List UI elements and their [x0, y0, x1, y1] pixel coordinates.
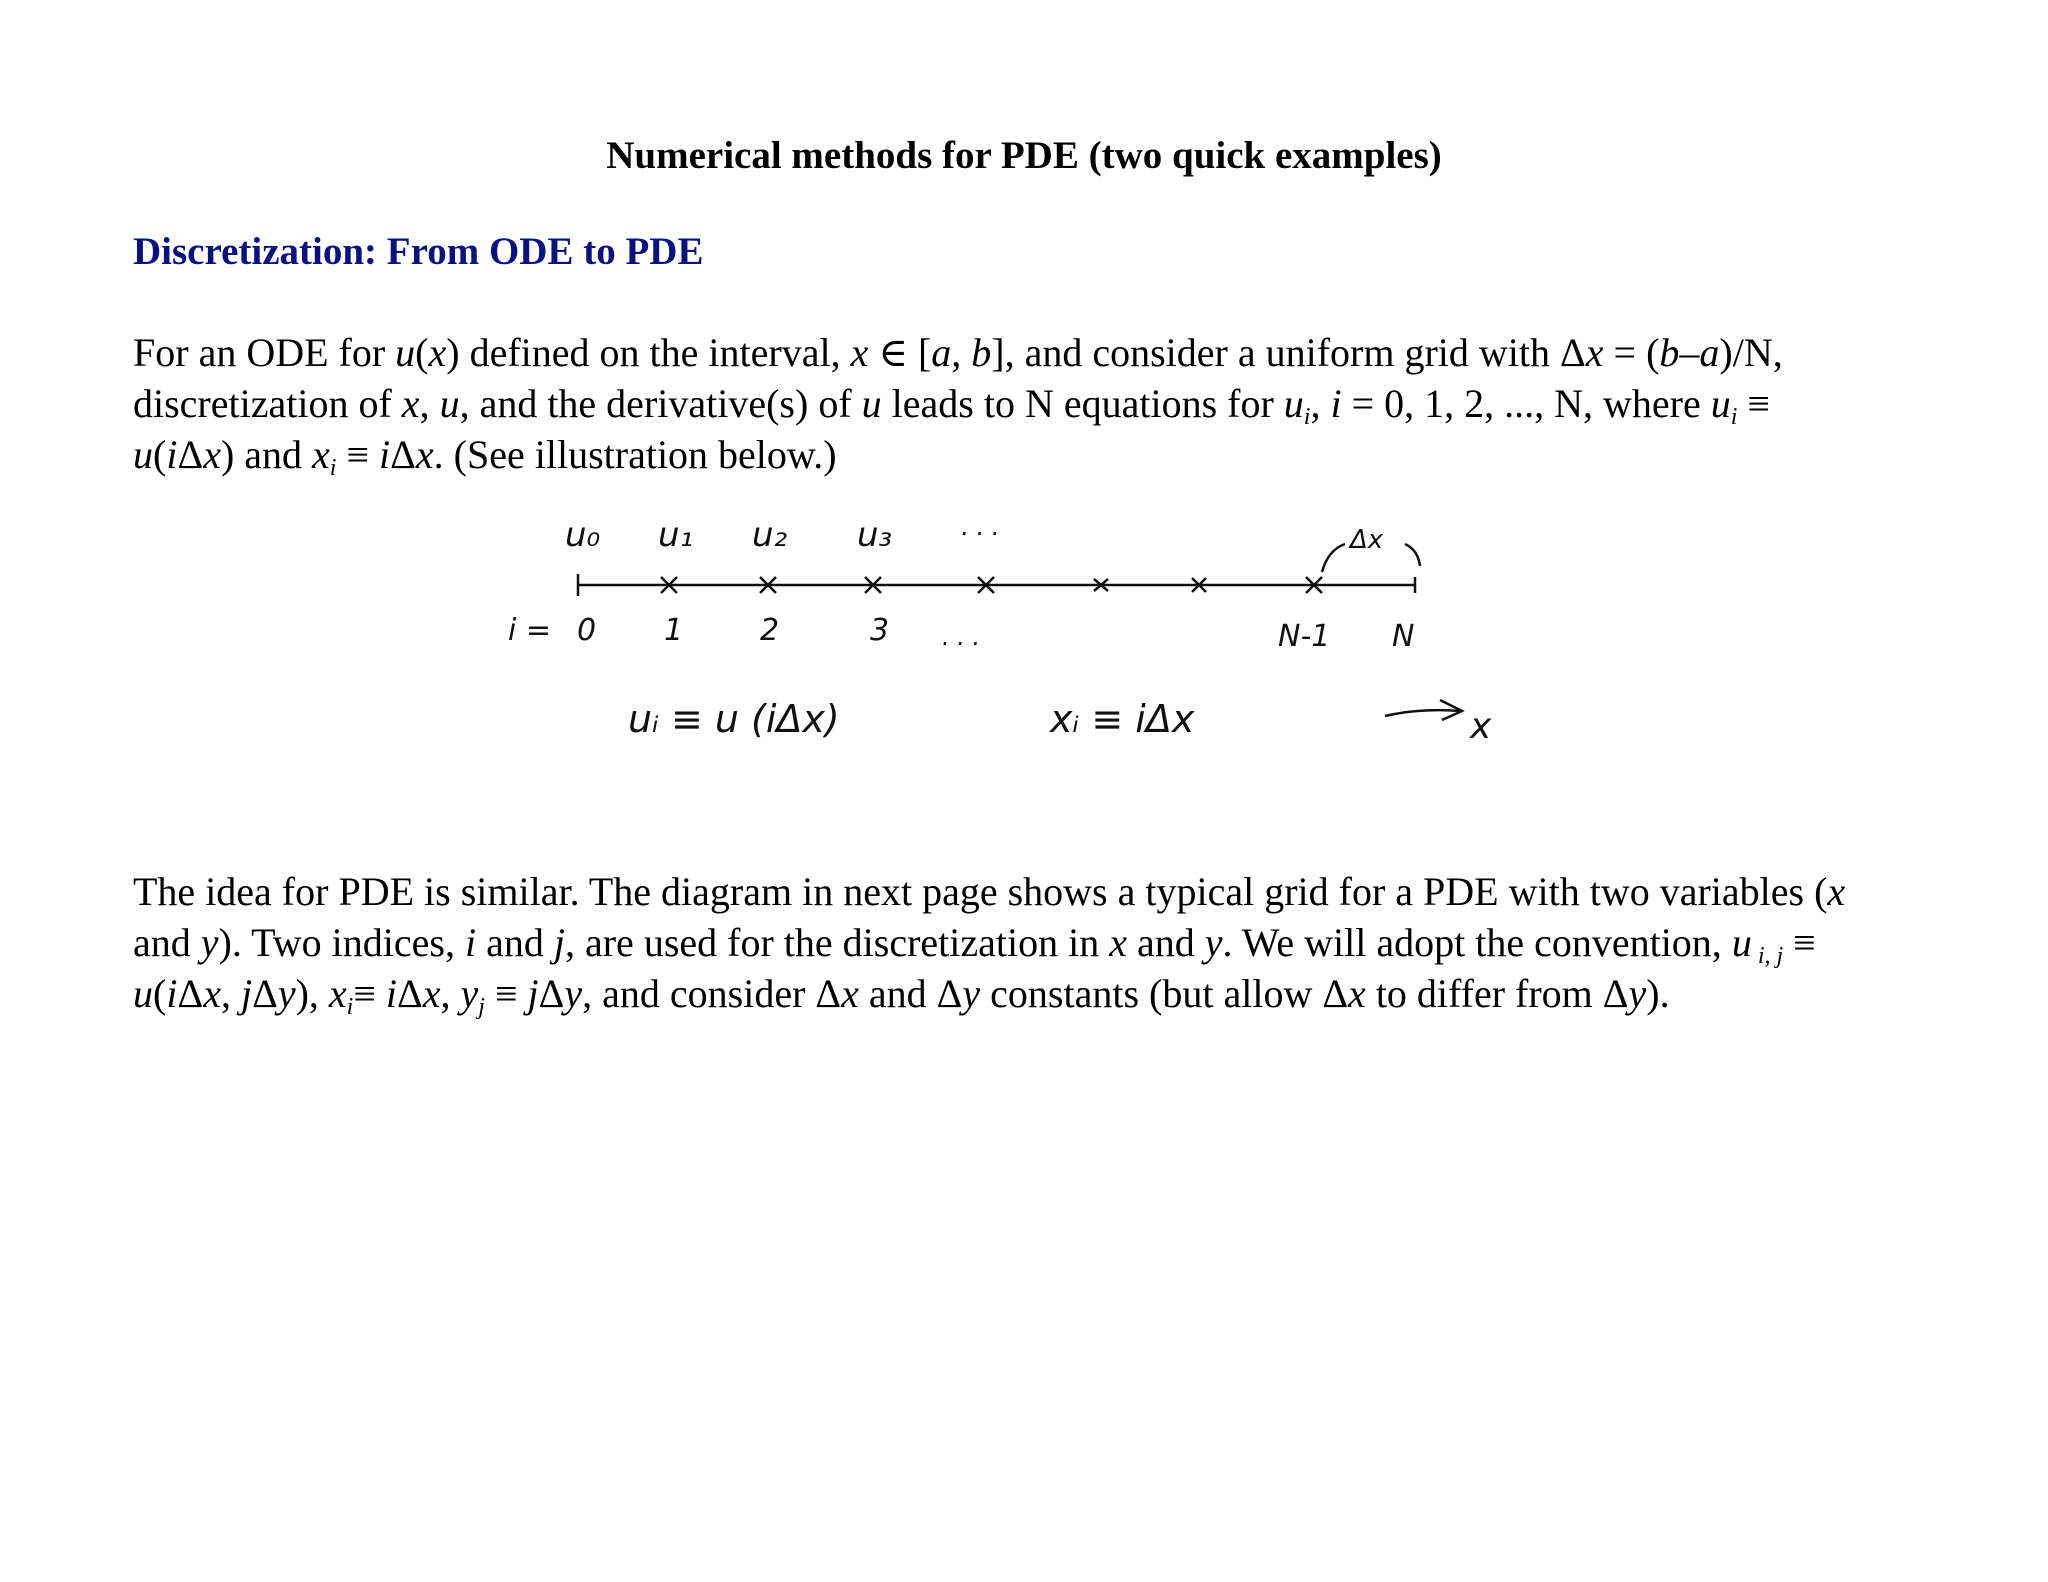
math-variable: x	[328, 971, 347, 1016]
math-variable: u	[1283, 381, 1304, 426]
section-heading: Discretization: From ODE to PDE	[133, 230, 704, 273]
label-u0: u₀	[565, 515, 601, 555]
math-variable: j	[240, 971, 253, 1016]
math-variable: y	[200, 920, 219, 965]
label-ellipsis-top: · · ·	[960, 520, 999, 548]
text-run: , and consider Δ	[582, 971, 842, 1016]
text-run: ). Two indices,	[218, 920, 465, 965]
index-n-minus-1: N-1	[1278, 619, 1331, 654]
text-run: ),	[295, 971, 329, 1016]
math-variable: b	[971, 330, 992, 375]
subscript: i	[346, 994, 354, 1020]
math-variable: i	[464, 920, 477, 965]
text-run: discretization of	[133, 381, 402, 426]
page-title: Numerical methods for PDE (two quick examples)	[606, 134, 1442, 177]
paragraph-line	[133, 429, 1933, 480]
subscript: i	[1730, 404, 1738, 430]
text-run: ≡	[1737, 381, 1770, 426]
math-variable: u	[1710, 381, 1731, 426]
math-variable: y	[460, 971, 479, 1016]
formula-u-definition: uᵢ ≡ u (iΔx)	[628, 697, 840, 741]
math-variable: x	[1109, 920, 1127, 965]
math-variable: x	[422, 971, 441, 1016]
text-run: Δ	[177, 971, 204, 1016]
math-variable: b	[1659, 330, 1680, 375]
text-run: Δ	[390, 432, 416, 477]
subscript: i	[1303, 404, 1311, 430]
text-run: ) defined on the interval,	[446, 330, 851, 375]
text-run: (	[153, 971, 167, 1016]
math-variable: x	[312, 432, 330, 477]
index-0: 0	[577, 613, 597, 648]
index-1: 1	[664, 613, 684, 648]
index-prefix: i =	[508, 613, 552, 648]
math-variable: u	[133, 432, 153, 477]
math-variable: x	[841, 971, 859, 1016]
paragraph-ode	[133, 327, 1933, 480]
math-variable: x	[1827, 869, 1846, 914]
math-variable: i	[166, 971, 178, 1016]
grid-illustration	[0, 500, 2048, 780]
paragraph-line	[133, 917, 1933, 968]
subscript: j	[478, 994, 485, 1020]
math-variable: u	[133, 971, 153, 1016]
paragraph-line	[133, 327, 1933, 378]
text-run: ], and consider a uniform grid with Δ	[991, 330, 1586, 375]
text-run: The idea for PDE is similar. The diagram in next page shows a typical grid for a PDE with two variables (	[133, 869, 1828, 914]
math-variable: x	[850, 330, 869, 375]
math-variable: i	[1330, 381, 1342, 426]
math-variable: j	[553, 920, 565, 965]
text-run: ).	[1646, 971, 1670, 1016]
text-run: Δ	[538, 971, 565, 1016]
text-run: constants (but allow Δ	[980, 971, 1349, 1016]
text-run: to differ from Δ	[1365, 971, 1629, 1016]
text-run: )/N,	[1719, 330, 1783, 375]
label-dx: Δx	[1350, 525, 1384, 555]
paragraph-line	[133, 378, 1933, 429]
text-run: ∈ [	[868, 330, 932, 375]
text-run: and Δ	[858, 971, 963, 1016]
text-run: ≡	[1783, 920, 1816, 965]
text-run: ≡	[484, 971, 528, 1016]
label-u1: u₁	[658, 515, 694, 555]
text-run: –	[1679, 330, 1700, 375]
text-run: and	[1127, 920, 1205, 965]
math-variable: x	[401, 381, 420, 426]
math-variable: x	[203, 432, 221, 477]
text-run: Δ	[397, 971, 423, 1016]
math-variable: i	[379, 432, 391, 477]
text-run: and	[133, 920, 201, 965]
index-2: 2	[760, 613, 780, 648]
math-variable: x	[428, 330, 447, 375]
text-run: . We will adopt the convention,	[1222, 920, 1732, 965]
formula-x-definition: xᵢ ≡ iΔx	[1050, 697, 1195, 741]
text-run: ,	[1310, 381, 1331, 426]
math-variable: y	[564, 971, 583, 1016]
paragraph-pde	[133, 866, 1933, 1019]
text-run: ,	[220, 971, 241, 1016]
axis-x-label: x	[1470, 706, 1492, 747]
paragraph-line	[133, 968, 1933, 1019]
math-variable: x	[1585, 330, 1604, 375]
text-run: ) and	[220, 432, 313, 477]
text-run: ,	[440, 971, 461, 1016]
math-variable: y	[1204, 920, 1223, 965]
text-run: ≡	[336, 432, 380, 477]
text-run: ,	[951, 330, 972, 375]
math-variable: x	[203, 971, 221, 1016]
math-variable: u	[1731, 920, 1752, 965]
text-run: Δ	[177, 432, 204, 477]
text-run: = (	[1603, 330, 1660, 375]
math-variable: i	[166, 432, 178, 477]
text-run: ,	[419, 381, 440, 426]
index-3: 3	[870, 613, 890, 648]
text-run: (	[153, 432, 167, 477]
paragraph-line	[133, 866, 1933, 917]
math-variable: i	[385, 971, 398, 1016]
index-n: N	[1392, 619, 1415, 654]
subscript: i	[329, 455, 337, 481]
text-run: For an ODE for	[133, 330, 396, 375]
subscript: i, j	[1751, 943, 1784, 969]
math-variable: y	[962, 971, 981, 1016]
math-variable: u	[861, 381, 882, 426]
math-variable: a	[931, 330, 952, 375]
math-variable: x	[1348, 971, 1366, 1016]
label-u2: u₂	[752, 515, 788, 555]
math-variable: y	[1628, 971, 1647, 1016]
math-variable: a	[1699, 330, 1720, 375]
text-run: . (See illustration below.)	[433, 432, 837, 477]
math-variable: u	[395, 330, 416, 375]
text-run: , are used for the discretization in	[564, 920, 1110, 965]
text-run: Δ	[252, 971, 278, 1016]
index-ellipsis: . . .	[942, 623, 981, 651]
text-run: leads to N equations for	[881, 381, 1284, 426]
text-run: = 0, 1, 2, ..., N, where	[1341, 381, 1711, 426]
math-variable: x	[415, 432, 434, 477]
math-variable: j	[527, 971, 539, 1016]
math-variable: y	[277, 971, 296, 1016]
text-run: , and the derivative(s) of	[459, 381, 862, 426]
text-run: (	[415, 330, 429, 375]
text-run: and	[476, 920, 554, 965]
math-variable: u	[439, 381, 460, 426]
label-u3: u₃	[857, 515, 893, 555]
text-run: ≡	[353, 971, 386, 1016]
